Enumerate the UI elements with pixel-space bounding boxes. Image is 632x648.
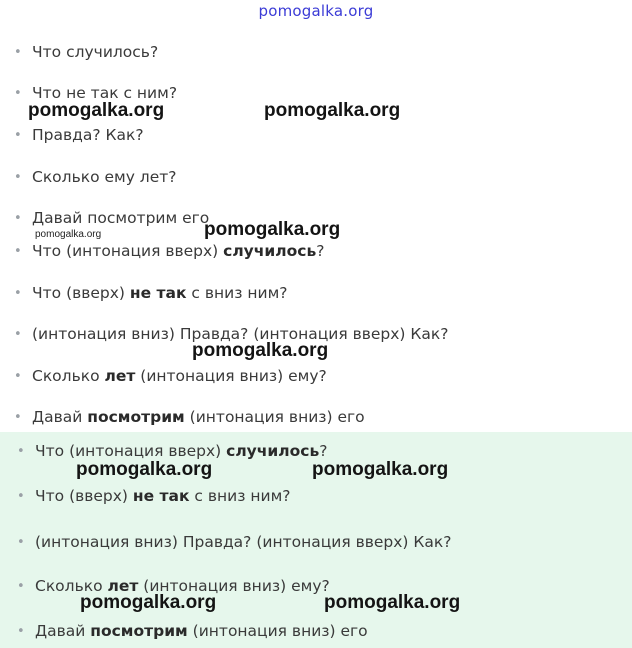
watermark: pomogalka.org [192,340,329,361]
watermark: pomogalka.org [324,592,461,613]
bullet-icon: • [14,410,22,425]
bullet-icon: • [14,86,22,101]
list-item: • Что (интонация вверх) случилось? [14,242,325,260]
watermark: pomogalka.org [35,229,102,240]
site-logo-text[interactable]: pomogalka.org [258,2,374,20]
bullet-icon: • [17,489,25,504]
answer-item: • (интонация вниз) Правда? (интонация вверх) Как? [17,533,452,551]
answer-item: • Что (интонация вверх) случилось? [17,442,328,460]
bullet-icon: • [14,327,22,342]
list-item: • Сколько ему лет? [14,168,177,186]
bullet-icon: • [14,244,22,259]
watermark: pomogalka.org [204,219,341,240]
list-item: • Что не так с ним? [14,84,178,102]
bullet-icon: • [14,286,22,301]
bullet-icon: • [17,444,25,459]
list-item: • Что (вверх) не так с вниз ним? [14,284,288,302]
bullet-icon: • [14,170,22,185]
bullet-icon: • [17,535,25,550]
bullet-icon: • [14,128,22,143]
answer-item: • Сколько лет (интонация вниз) ему? [17,577,330,595]
list-item: • Правда? Как? [14,126,144,144]
watermark: pomogalka.org [80,592,217,613]
watermark: pomogalka.org [312,459,449,480]
list-item: • Что случилось? [14,43,159,61]
answer-item: • Давай посмотрим (интонация вниз) его [17,622,368,640]
list-item: • (интонация вниз) Правда? (интонация вверх) Как? [14,325,449,343]
watermark: pomogalka.org [76,459,213,480]
list-item: • Давай посмотрим его [14,209,210,227]
watermark: pomogalka.org [264,100,401,121]
list-item: • Сколько лет (интонация вниз) ему? [14,367,327,385]
bullet-icon: • [17,579,25,594]
watermark: pomogalka.org [28,100,165,121]
bullet-icon: • [14,369,22,384]
bullet-icon: • [14,45,22,60]
answer-item: • Что (вверх) не так с вниз ним? [17,487,291,505]
bullet-icon: • [14,211,22,226]
list-item: • Давай посмотрим (интонация вниз) его [14,408,365,426]
bullet-icon: • [17,624,25,639]
